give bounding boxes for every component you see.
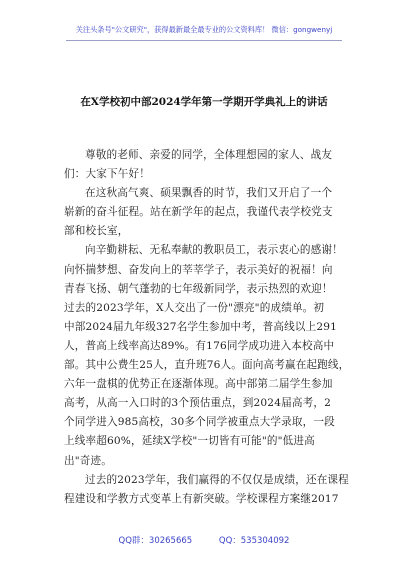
body-line: 尊敬的老师、亲爱的同学，全体理想园的家人、战友 (85, 149, 333, 161)
page-footer (0, 534, 408, 546)
body-line: 过去的2023学年，X人交出了一份"漂亮"的成绩单。初 (64, 301, 325, 314)
body-line: 部和校长室， (64, 225, 129, 238)
body-line: 中部2024届九年级327名学生参加中考，普高线以上291 (64, 320, 338, 333)
body-line: 上线率超60%，延续X学校"一切皆有可能"的"低进高 (64, 435, 315, 448)
body-line: 崭新的奋斗征程。站在新学年的起点，我谨代表学校党支 (64, 206, 333, 219)
body-line: 向怀揣梦想、奋发向上的莘莘学子，表示美好的祝福！向 (64, 263, 333, 276)
document-body (64, 146, 350, 509)
body-line: 人，普高上线率高达89%。有176同学成功进入本校高中 (64, 339, 335, 352)
footer-qq-contact: QQ：535304092 (218, 536, 290, 546)
body-line: 过去的2023学年，我们赢得的不仅仅是成绩，还在课程 (85, 473, 349, 486)
body-line: 六年一盘棋的优势正在逐渐体现。高中部第二届学生参加 (64, 378, 333, 391)
body-line: 程建设和学教方式变革上有新突破。学校课程方案继2017 (64, 492, 339, 505)
document-title: 在X学校初中部2024学年第一学期开学典礼上的讲话 (80, 96, 328, 108)
body-line: 出"奇迹。 (64, 454, 112, 467)
body-line: 们：大家下午好！ (64, 168, 150, 181)
body-line: 在这秋高气爽、硕果飘香的时节，我们又开启了一个 (85, 187, 333, 200)
footer-qq-group: QQ群：30265665 (118, 536, 193, 546)
page-header-notice: 关注头条号"公文研究"，获得最新最全最专业的公文资料库！ 微信：gongwenyj (75, 25, 333, 34)
body-line: 青春飞扬、朝气蓬勃的七年级新同学，表示热烈的欢迎！ (64, 282, 333, 295)
body-line: 个同学进入985高校，30多个同学被重点大学录取，一段 (64, 416, 335, 429)
body-line: 部。其中公费生25人，直升班76人。面向高考赢在起跑线， (64, 359, 350, 372)
body-line: 向辛勤耕耘、无私奉献的教职员工，表示衷心的感谢！ (85, 244, 343, 257)
header-divider (66, 40, 342, 41)
body-line: 高考，从高一入口时的3个预估重点，到2024届高考，2 (64, 397, 331, 410)
